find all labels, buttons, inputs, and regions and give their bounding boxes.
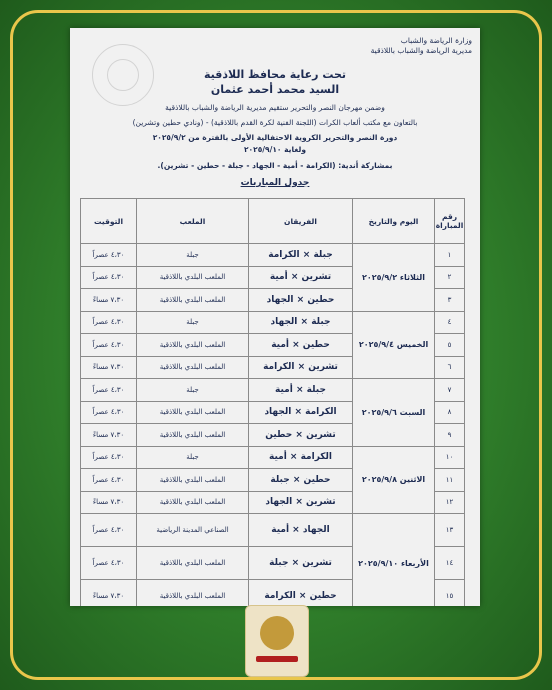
match-time: ٧،٣٠ مساءً [81, 356, 137, 379]
match-time: ٤،٣٠ عصراً [81, 401, 137, 424]
match-time: ٧،٣٠ مساءً [81, 491, 137, 514]
match-number: ٥ [435, 334, 465, 357]
ministry-line-2: مديرية الرياضة والشباب باللاذقية [370, 46, 472, 55]
match-teams: تشرين × الكرامة [249, 356, 353, 379]
match-day: السبت ٢٠٢٥/٩/٦ [353, 379, 435, 447]
header-teams: الفريقان [249, 199, 353, 244]
federation-logo [245, 605, 309, 677]
match-time: ٤،٣٠ عصراً [81, 334, 137, 357]
matches-table [80, 198, 465, 606]
match-venue: جبلة [137, 244, 249, 267]
participating-clubs: بمشاركة أندية: (الكرامة - أمية - الجهاد - جبلة - حطين - تشرين). [157, 161, 393, 170]
match-venue: الملعب البلدي باللاذقية [137, 547, 249, 580]
table-header-row [81, 199, 465, 244]
match-time: ٧،٣٠ مساءً [81, 289, 137, 312]
match-day: الخميس ٢٠٢٥/٩/٤ [353, 311, 435, 379]
patronage-line: تحت رعاية محافظ اللاذقية [203, 68, 347, 81]
match-number: ٢ [435, 266, 465, 289]
match-time: ٤،٣٠ عصراً [81, 547, 137, 580]
match-venue: جبلة [137, 311, 249, 334]
match-teams: تشرين × أمية [249, 266, 353, 289]
match-teams: تشرين × حطين [249, 424, 353, 447]
document-paper [70, 28, 480, 606]
match-venue: جبلة [137, 379, 249, 402]
match-number: ١٥ [435, 580, 465, 607]
match-venue: الملعب البلدي باللاذقية [137, 424, 249, 447]
match-time: ٤،٣٠ عصراً [81, 514, 137, 547]
match-number: ٩ [435, 424, 465, 447]
match-teams: جبلة × الكرامة [249, 244, 353, 267]
match-time: ٤،٣٠ عصراً [81, 446, 137, 469]
match-day: الثلاثاء ٢٠٢٥/٩/٢ [353, 244, 435, 312]
match-venue: الصناعي المدينة الرياضية [137, 514, 249, 547]
tournament-line-1: دورة النصر والتحرير الكروية الاحتفالية الأولى بالفترة من ٢٠٢٥/٩/٢ [152, 133, 398, 142]
match-time: ٤،٣٠ عصراً [81, 244, 137, 267]
match-venue: الملعب البلدي باللاذقية [137, 469, 249, 492]
match-number: ١١ [435, 469, 465, 492]
match-time: ٧،٣٠ مساءً [81, 580, 137, 607]
match-number: ١ [435, 244, 465, 267]
match-number: ١٢ [435, 491, 465, 514]
match-time: ٤،٣٠ عصراً [81, 379, 137, 402]
match-number: ١٣ [435, 514, 465, 547]
table-row [81, 379, 465, 402]
match-number: ١٤ [435, 547, 465, 580]
match-venue: الملعب البلدي باللاذقية [137, 266, 249, 289]
match-number: ٧ [435, 379, 465, 402]
match-teams: حطين × الجهاد [249, 289, 353, 312]
table-row [81, 311, 465, 334]
match-time: ٤،٣٠ عصراً [81, 266, 137, 289]
intro-line-2: بالتعاون مع مكتب ألعاب الكرات (اللجنة الفنية لكرة القدم باللاذقية) - (ونادي حطين وتشرين) [132, 118, 418, 127]
header-time: التوقيت [81, 199, 137, 244]
schedule-title: جدول المباريات [240, 178, 310, 188]
match-time: ٧،٣٠ مساءً [81, 424, 137, 447]
intro-line-1: وضمن مهرجان النصر والتحرير ستقيم مديرية الرياضة والشباب باللاذقية [165, 103, 385, 112]
match-teams: الكرامة × أمية [249, 446, 353, 469]
match-teams: جبلة × الجهاد [249, 311, 353, 334]
match-number: ٦ [435, 356, 465, 379]
match-teams: الجهاد × أمية [249, 514, 353, 547]
match-time: ٤،٣٠ عصراً [81, 469, 137, 492]
match-venue: الملعب البلدي باللاذقية [137, 289, 249, 312]
match-venue: الملعب البلدي باللاذقية [137, 401, 249, 424]
tournament-line-2: ولغاية ٢٠٢٥/٩/١٠ [243, 145, 307, 154]
match-number: ٤ [435, 311, 465, 334]
header-day: اليوم والتاريخ [353, 199, 435, 244]
ministry-line-1: وزارة الرياضة والشباب [400, 36, 472, 45]
match-teams: حطين × الكرامة [249, 580, 353, 607]
header-match-no: رقم المباراة [435, 199, 465, 244]
match-number: ٣ [435, 289, 465, 312]
match-venue: الملعب البلدي باللاذقية [137, 334, 249, 357]
match-teams: تشرين × الجهاد [249, 491, 353, 514]
match-venue: الملعب البلدي باللاذقية [137, 491, 249, 514]
match-number: ٨ [435, 401, 465, 424]
match-teams: جبلة × أمية [249, 379, 353, 402]
ministry-header [371, 36, 472, 56]
header-venue: الملعب [137, 199, 249, 244]
match-teams: تشرين × جبلة [249, 547, 353, 580]
governor-name: السيد محمد أحمد عثمان [210, 83, 340, 96]
match-teams: الكرامة × الجهاد [249, 401, 353, 424]
match-day: الأربعاء ٢٠٢٥/٩/١٠ [353, 514, 435, 607]
match-venue: الملعب البلدي باللاذقية [137, 356, 249, 379]
match-venue: جبلة [137, 446, 249, 469]
table-row [81, 446, 465, 469]
match-day: الاثنين ٢٠٢٥/٩/٨ [353, 446, 435, 514]
matches-body [81, 244, 465, 607]
table-row [81, 514, 465, 547]
table-row [81, 244, 465, 267]
match-teams: حطين × جبلة [249, 469, 353, 492]
match-number: ١٠ [435, 446, 465, 469]
match-time: ٤،٣٠ عصراً [81, 311, 137, 334]
match-venue: الملعب البلدي باللاذقية [137, 580, 249, 607]
match-teams: حطين × أمية [249, 334, 353, 357]
